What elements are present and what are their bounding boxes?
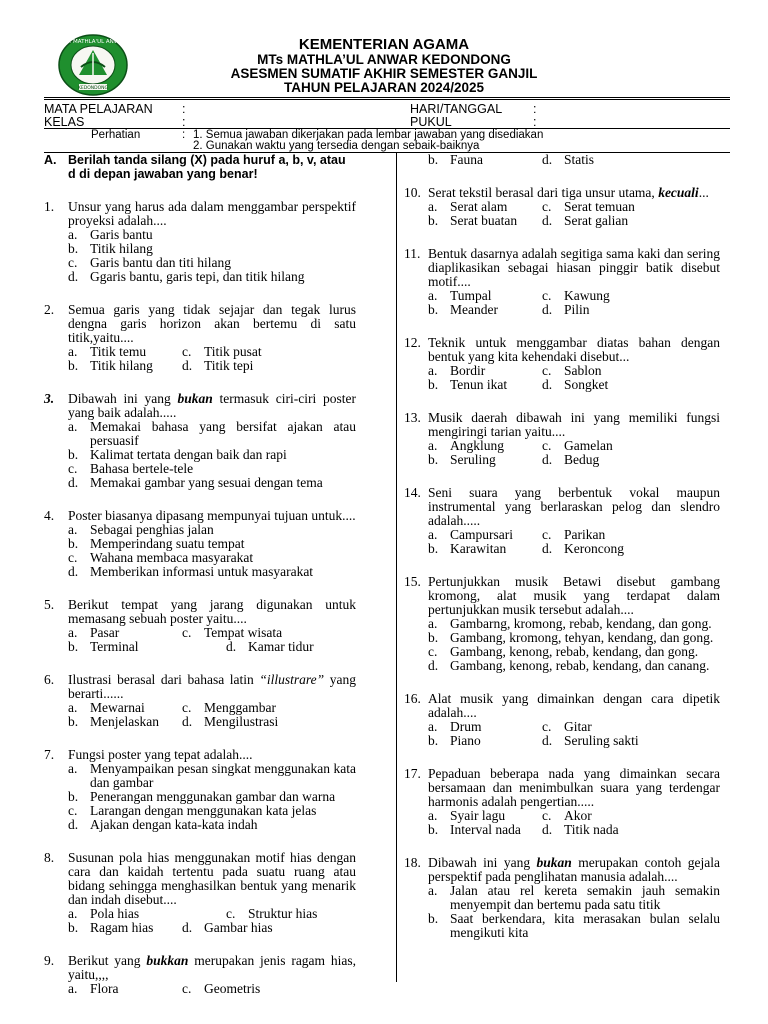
question-number: 8. [44,850,55,865]
option-row-bd: b. Fauna d. Statis [404,153,720,167]
option-c: c. Wahana membaca masyarakat [68,550,254,565]
question-text: Alat musik yang dimainkan dengan cara dipetik adalah.... [428,691,720,720]
question-number: 2. [44,302,55,317]
question-1 [44,200,356,284]
colon-perhatian: : [182,129,186,141]
right-column [404,153,720,959]
option-c: c. Larangan dengan menggunakan kata jelas [68,803,317,818]
option-b: Menjelaskan [90,714,159,729]
option-d: Songket [564,377,609,392]
option-d: d. Memakai gambar yang sesuai dengan tema [68,475,323,490]
option-b: b. Saat berkendara, kita merasakan bulan selalu mengikuti kita [428,911,720,940]
option-d: d. Memberikan informasi untuk masyarakat [68,564,314,579]
option-row-bd: b. Piano d. Seruling sakti [404,734,720,748]
option-c: Menggambar [204,700,276,715]
perhatian-label: Perhatian [91,129,141,141]
header-exam: ASESMEN SUMATIF AKHIR SEMESTER GANJIL [230,66,538,81]
question-number: 18. [404,855,421,870]
logo-text-bottom: KEDONDONG [77,86,109,91]
emphasis-illustrare: “illustrare” [259,672,325,687]
question-5 [44,598,356,654]
question-text: Ilustrasi berasal dari bahasa latin “illustrare” yang berarti...... [68,672,356,701]
option-a: a. Gambarng, kromong, rebab, kendang, dan gong. [428,616,712,631]
option-c: Serat temuan [564,199,635,214]
question-number: 5. [44,597,55,612]
option-row-bd: b. Interval nada d. Titik nada [404,823,720,837]
left-column [44,153,356,1015]
option-a: Flora [90,981,119,996]
question-text: Seni suara yang berbentuk vokal maupun instrumental yang berlaraskan pelog dan slendro adalah..... [428,485,720,528]
question-9-continued [404,153,720,167]
option-b: Meander [450,302,498,317]
option-row-bd: b. Terminal d. Kamar tidur [44,640,356,654]
option-row-bd: b. Ragam hias d. Gambar hias [44,921,356,935]
option-b: Serat buatan [450,213,518,228]
question-text: Unsur yang harus ada dalam menggambar perspektif proyeksi adalah.... [68,199,356,228]
option-d: d. Ajakan dengan kata-kata indah [68,817,258,832]
option-b: b. Gambang, kromong, tehyan, kendang, dan gong. [428,630,714,645]
question-11 [404,247,720,317]
option-row-bd: b. Titik hilang d. Titik tepi [44,359,356,373]
question-16 [404,692,720,748]
option-a: Campursari [450,527,513,542]
option-a: Tumpal [450,288,492,303]
question-12 [404,336,720,392]
option-c: Struktur hias [248,906,318,921]
option-row-ac: a. Titik temu c. Titik pusat [44,345,356,359]
option-d: Serat galian [564,213,629,228]
question-17 [404,767,720,837]
emphasis-kecuali: kecuali [658,185,699,200]
colon-hari: : [533,102,537,116]
option-d: Titik nada [564,822,619,837]
option-d: Mengilustrasi [204,714,279,729]
option-row-ac: a. Tumpal c. Kawung [404,289,720,303]
option-row-bd: b. Seruling d. Bedug [404,453,720,467]
perhatian-item-2: 2. Gunakan waktu yang tersedia dengan sebaik-baiknya [193,140,480,152]
question-text: Pepaduan beberapa nada yang dimainkan secara bersamaan dan menimbulkan suara yang terdengar harmonis adalah pengertian..... [428,766,720,809]
option-c: Tempat wisata [204,625,283,640]
option-b: Terminal [90,639,139,654]
option-a: a. Memakai bahasa yang bersifat ajakan atau persuasif [68,419,356,448]
question-6 [44,673,356,729]
header-year: TAHUN PELAJARAN 2024/2025 [283,80,485,95]
option-a: Titik temu [90,344,147,359]
option-a: Angklung [450,438,504,453]
colon-mapel: : [182,102,186,116]
option-row-ac: a. Bordir c. Sablon [404,364,720,378]
option-d: Bedug [564,452,600,467]
option-a: a. Menyampaikan pesan singkat menggunakan kata dan gambar [68,761,356,790]
emphasis-bukan: bukan [536,855,572,870]
option-d: d. Ggaris bantu, garis tepi, dan titik hilang [68,269,305,284]
question-text: Musik daerah dibawah ini yang memiliki fungsi mengiringi tarian yaitu.... [428,410,720,439]
option-a: Pola hias [90,906,140,921]
question-number: 12. [404,335,421,350]
question-text: Serat tekstil berasal dari tiga unsur utama, kecuali... [428,185,709,200]
question-number: 7. [44,747,55,762]
question-10 [404,186,720,228]
option-d: Kamar tidur [248,639,314,654]
option-row-bd: b. Menjelaskan d. Mengilustrasi [44,715,356,729]
option-c: c. Garis bantu dan titi hilang [68,255,231,270]
question-number: 4. [44,508,55,523]
question-number: 3. [44,391,55,406]
question-15 [404,575,720,673]
option-row-ac: a. Serat alam c. Serat temuan [404,200,720,214]
option-c: Gitar [564,719,592,734]
option-row-ac: a. Campursari c. Parikan [404,528,720,542]
option-row-ac: a. Pola hias c. Struktur hias [44,907,356,921]
question-text: Dibawah ini yang bukan termasuk ciri-ciri poster yang baik adalah..... [68,391,356,420]
option-row-ac: a. Drum c. Gitar [404,720,720,734]
question-text: Poster biasanya dipasang mempunyai tujuan untuk.... [68,508,356,523]
header-rule-thin [44,99,730,100]
question-text: Berikut tempat yang jarang digunakan untuk memasang sebuah poster yaitu.... [68,597,356,626]
question-number: 14. [404,485,421,500]
option-b: Titik hilang [90,358,153,373]
option-row-ac: a. Flora c. Geometris [44,982,356,996]
option-d: Seruling sakti [564,733,639,748]
school-logo-emblem [57,33,129,97]
question-8 [44,851,356,935]
school-logo [57,33,129,97]
option-a: Bordir [450,363,486,378]
option-d: Keroncong [564,541,624,556]
option-a: Pasar [90,625,120,640]
logo-text-top: MTs. MATHLA'UL ANWAR [59,39,127,45]
option-b: b. Penerangan menggunakan gambar dan warna [68,789,336,804]
question-number: 16. [404,691,421,706]
label-pukul: PUKUL [410,115,452,129]
question-text: Fungsi poster yang tepat adalah.... [68,747,253,762]
option-c: Kawung [564,288,610,303]
option-row-bd: b. Meander d. Pilin [404,303,720,317]
option-a: a. Jalan atau rel kereta semakin jauh semakin menyempit dan bertemu pada satu titik [428,883,720,912]
option-b: Karawitan [450,541,507,556]
option-row-ac: a. Angklung c. Gamelan [404,439,720,453]
question-7 [44,748,356,832]
colon-pukul: : [533,115,537,129]
option-c: Geometris [204,981,261,996]
option-c: Sablon [564,363,602,378]
option-b: Seruling [450,452,496,467]
question-18 [404,856,720,940]
option-row-ac: a. Pasar c. Tempat wisata [44,626,356,640]
option-d: Gambar hias [204,920,273,935]
option-row-bd: b. Tenun ikat d. Songket [404,378,720,392]
question-text: Bentuk dasarnya adalah segitiga sama kaki dan sering diaplikasikan sebagai hiasan pinggir batik disebut motif.... [428,246,720,289]
option-row-ac: a. Mewarnai c. Menggambar [44,701,356,715]
question-text: Dibawah ini yang bukan merupakan contoh gejala perspektif pada penglihatan manusia adalah.... [428,855,720,884]
option-a: Mewarnai [90,700,145,715]
label-hari-tanggal: HARI/TANGGAL [410,102,503,116]
header-school: MTs MATHLA’UL ANWAR KEDONDONG [257,52,511,67]
label-kelas: KELAS [44,115,85,129]
emphasis-bukan: bukan [177,391,213,406]
option-a: a. Sebagai penghias jalan [68,522,214,537]
question-text: Berikut yang bukkan merupakan jenis ragam hias, yaitu,,,, [68,953,356,982]
option-b: Fauna [450,152,483,167]
section-a-text: Berilah tanda silang (X) pada huruf a, b, v, atau d di depan jawaban yang benar! [68,153,346,181]
question-number: 1. [44,199,55,214]
header-rule-thick [44,97,730,98]
label-mata-pelajaran: MATA PELAJARAN [44,102,153,116]
option-d: Pilin [564,302,590,317]
option-row-bd: b. Serat buatan d. Serat galian [404,214,720,228]
question-4 [44,509,356,579]
option-a: a. Garis bantu [68,227,153,242]
option-a: Serat alam [450,199,508,214]
question-2 [44,303,356,373]
option-b: Ragam hias [90,920,154,935]
option-row-bd: b. Karawitan d. Keroncong [404,542,720,556]
question-text: Susunan pola hias menggunakan motif hias dengan cara dan kaidah tertentu pada suatu ruang atau bidang sehingga menghasilkan bentuk yang menarik dan indah disebut.... [68,850,356,907]
option-c: Gamelan [564,438,613,453]
question-9 [44,954,356,996]
question-number: 17. [404,766,421,781]
option-b: Tenun ikat [450,377,508,392]
question-13 [404,411,720,467]
option-c: Titik pusat [204,344,262,359]
option-c: c. Bahasa bertele-tele [68,461,194,476]
column-divider [396,152,397,982]
option-d: d. Gambang, kenong, rebab, kendang, dan canang. [428,658,710,673]
section-a-label: A. [44,153,57,167]
option-b: Interval nada [450,822,521,837]
option-a: Syair lagu [450,808,506,823]
option-b: b. Titik hilang [68,241,153,256]
option-c: Parikan [564,527,606,542]
option-b: Piano [450,733,481,748]
option-c: Akor [564,808,592,823]
question-3 [44,392,356,490]
option-b: b. Memperindang suatu tempat [68,536,245,551]
option-d: Statis [564,152,595,167]
question-number: 15. [404,574,421,589]
option-d: Titik tepi [204,358,254,373]
emphasis-bukkan: bukkan [146,953,189,968]
document-header [150,37,618,95]
question-text: Semua garis yang tidak sejajar dan tegak lurus dengna garis horizon akan bertemu di satu titik,yaitu.... [68,302,356,345]
question-number: 9. [44,953,55,968]
question-14 [404,486,720,556]
colon-kelas: : [182,115,186,129]
question-text: Pertunjukkan musik Betawi disebut gambang kromong, alat musik yang terdapat dalam pertunjukkan musik tersebut adalah.... [428,574,720,617]
question-number: 13. [404,410,421,425]
question-number: 10. [404,185,421,200]
option-b: b. Kalimat tertata dengan baik dan rapi [68,447,287,462]
question-number: 11. [404,246,421,261]
option-a: Drum [450,719,482,734]
question-number: 6. [44,672,55,687]
section-a-instruction [44,153,356,181]
option-c: c. Gambang, kenong, rebab, kendang, dan gong. [428,644,699,659]
question-text: Teknik untuk menggambar diatas bahan dengan bentuk yang kita kehendaki disebut... [428,335,720,364]
perhatian-item-1: 1. Semua jawaban dikerjakan pada lembar jawaban yang disediakan [193,129,544,141]
header-ministry: KEMENTERIAN AGAMA [298,36,470,53]
option-row-ac: a. Syair lagu c. Akor [404,809,720,823]
